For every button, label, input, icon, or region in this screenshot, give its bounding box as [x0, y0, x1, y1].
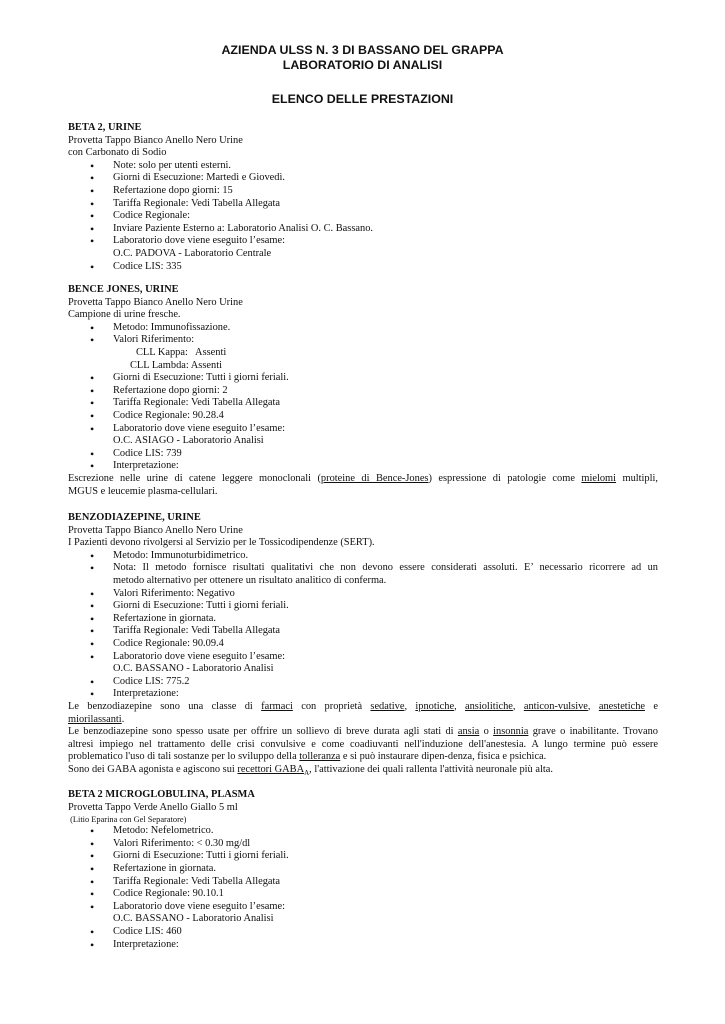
lab-location: O.C. PADOVA - Laboratorio Centrale — [113, 247, 272, 259]
list-item: • Metodo: Immunoturbidimetrico. — [68, 550, 658, 563]
text-span: . — [121, 713, 125, 725]
list-item: • Note: solo per utenti esterni. — [68, 160, 658, 173]
reference-lambda: CLL Lambda: Assenti — [130, 359, 222, 371]
section-beta2-urine — [68, 122, 658, 273]
link-farmaci[interactable]: farmaci — [261, 700, 293, 712]
header-elenco: ELENCO DELLE PRESTAZIONI — [271, 92, 454, 106]
text-span: , — [512, 700, 524, 712]
interpretation-text — [68, 473, 658, 486]
interpretation-text-5 — [68, 751, 658, 764]
text-span: , — [404, 700, 416, 712]
lab-location: O.C. BASSANO - Laboratorio Analisi — [113, 913, 274, 925]
list-item: • Valori Riferimento: Negativo — [68, 588, 658, 601]
list-item: • Laboratorio dove viene eseguito l’esame: — [68, 651, 658, 664]
list-item: • Tariffa Regionale: Vedi Tabella Allegata — [68, 876, 658, 889]
text-span: , — [454, 700, 465, 712]
detail-list-3 — [68, 448, 658, 473]
text-span: Le benzodiazepine sono una classe di — [68, 700, 262, 712]
list-item: • Valori Riferimento: < 0.30 mg/dl — [68, 838, 658, 851]
section-title: BETA 2 MICROGLOBULINA, PLASMA — [68, 789, 255, 800]
list-item: • Laboratorio dove viene eseguito l’esame: — [68, 901, 658, 914]
interpretation-text-6 — [68, 764, 658, 780]
list-item: • Codice LIS: 739 — [68, 448, 658, 461]
list-item: • Metodo: Immunofissazione. — [68, 322, 658, 335]
text-span: Sono dei GABA agonista e agiscono sui — [68, 763, 238, 775]
list-item: • Refertazione dopo giorni: 2 — [68, 385, 658, 398]
link-ansiolitiche[interactable]: ansiolitiche — [465, 700, 513, 712]
lab-location: O.C. ASIAGO - Laboratorio Analisi — [113, 435, 264, 447]
section-title: BETA 2, URINE — [68, 122, 142, 133]
list-item: • Codice Regionale: 90.28.4 — [68, 410, 658, 423]
text-span: , — [587, 700, 599, 712]
detail-list-tail — [68, 261, 658, 274]
text-span: e — [645, 700, 658, 712]
tube-description: Provetta Tappo Bianco Anello Nero Urine — [68, 134, 243, 146]
subscript: A — [304, 768, 310, 777]
lab-location: O.C. BASSANO - Laboratorio Analisi — [113, 663, 274, 675]
list-item: • Tariffa Regionale: Vedi Tabella Allegata — [68, 625, 658, 638]
tube-description: Provetta Tappo Verde Anello Giallo 5 ml — [68, 801, 238, 813]
tube-note: con Carbonato di Sodio — [68, 147, 167, 159]
interpretation-text-4: altresì impiego nel trattamento delle crisi convulsive e come coadiuvanti nell'induzione dell'anestesia. A lungo termine può essere — [68, 738, 658, 750]
list-item: • Inviare Paziente Esterno a: Laboratorio Analisi O. C. Bassano. — [68, 223, 658, 236]
text-span: con proprietà — [292, 700, 371, 712]
list-item: • Giorni di Esecuzione: Tutti i giorni feriali. — [68, 372, 658, 385]
list-item: • Interpretazione: — [68, 460, 658, 473]
list-item: • Giorni di Esecuzione: Martedì e Giovedì. — [68, 172, 658, 185]
header-azienda: AZIENDA ULSS N. 3 DI BASSANO DEL GRAPPA — [221, 43, 504, 57]
text-span: multipli, — [616, 472, 658, 484]
list-item: • Refertazione dopo giorni: 15 — [68, 185, 658, 198]
detail-list-2 — [68, 588, 658, 664]
list-item: • Tariffa Regionale: Vedi Tabella Allegata — [68, 397, 658, 410]
list-item: • Codice LIS: 460 — [68, 926, 658, 939]
list-item: • Valori Riferimento: — [68, 334, 658, 347]
list-item: • Codice Regionale: — [68, 210, 658, 223]
list-item: • Codice Regionale: 90.09.4 — [68, 638, 658, 651]
detail-list — [68, 550, 658, 575]
interpretation-text-2: MGUS e leucemie plasma-cellulari. — [68, 485, 218, 497]
section-benzodiazepine — [68, 512, 658, 780]
list-item: • Interpretazione: — [68, 939, 658, 952]
detail-list — [68, 160, 658, 248]
link-ipnotiche[interactable]: ipnotiche — [415, 700, 455, 712]
text-span: recettori GABA — [237, 763, 305, 775]
link-anestetiche[interactable]: anestetiche — [598, 700, 645, 712]
detail-list — [68, 322, 658, 347]
list-item: • Tariffa Regionale: Vedi Tabella Allegata — [68, 198, 658, 211]
text-span: problematico l'uso di tali sostanze per lo sviluppo della — [68, 751, 300, 763]
section-title: BENZODIAZEPINE, URINE — [68, 512, 201, 523]
section-beta2-microglobulina — [68, 789, 658, 951]
list-item-note: • Nota: Il metodo fornisce risultati qualitativi che non devono essere considerati assoluti. E’ necessario ricorrere ad un — [68, 562, 658, 575]
link-miorilassanti[interactable]: miorilassanti — [68, 713, 122, 725]
note-continuation: metodo alternativo per ottenere un risultato analitico di conferma. — [113, 574, 387, 586]
list-item: • Refertazione in giornata. — [68, 613, 658, 626]
list-item: • Refertazione in giornata. — [68, 863, 658, 876]
tube-note: (Litio Eparina con Gel Separatore) — [68, 815, 187, 825]
link-recettori-gaba[interactable] — [237, 764, 309, 775]
link-insonnia[interactable]: insonnia — [493, 726, 529, 738]
tube-note: Campione di urine fresche. — [68, 309, 181, 321]
detail-list — [68, 825, 658, 913]
interpretation-text — [68, 701, 658, 714]
list-item: • Codice LIS: 335 — [68, 261, 658, 274]
interpretation-text-3 — [68, 726, 658, 739]
link-anticonvulsive[interactable]: anticon-vulsive — [523, 700, 588, 712]
text-span: e si può instaurare dipen-denza, fisica e psichica. — [340, 751, 547, 763]
list-item: • Giorni di Esecuzione: Tutti i giorni feriali. — [68, 600, 658, 613]
tube-note: I Pazienti devono rivolgersi al Servizio per le Tossicodipendenze (SERT). — [68, 537, 375, 549]
list-item: • Laboratorio dove viene eseguito l’esame: — [68, 423, 658, 436]
tube-description: Provetta Tappo Bianco Anello Nero Urine — [68, 296, 243, 308]
section-bence-jones — [68, 284, 658, 498]
text-span: ) espressione di patologie come — [428, 472, 582, 484]
list-item: • Laboratorio dove viene eseguito l’esame: — [68, 235, 658, 248]
link-bence-jones[interactable]: proteine di Bence-Jones — [320, 472, 429, 484]
text-span: grave o inabilitante. Trovano — [528, 726, 658, 738]
link-ansia[interactable]: ansia — [457, 726, 480, 738]
reference-kappa: CLL Kappa: Assenti — [136, 346, 227, 358]
list-item: • Codice LIS: 775.2 — [68, 676, 658, 689]
header-laboratorio: LABORATORIO DI ANALISI — [282, 58, 443, 72]
text-span: , l'attivazione dei quali rallenta l'attività neuronale più alta. — [309, 763, 553, 775]
list-item: • Giorni di Esecuzione: Tutti i giorni feriali. — [68, 850, 658, 863]
list-item: • Interpretazione: — [68, 688, 658, 701]
text-span: Escrezione nelle urine di catene leggere monoclonali ( — [68, 472, 321, 484]
link-mielomi[interactable]: mielomi — [581, 472, 617, 484]
text-span: Le benzodiazepine sono spesso usate per offrire un sollievo di breve durata agli stati di — [68, 726, 458, 738]
detail-list-2 — [68, 372, 658, 435]
detail-list-3 — [68, 676, 658, 701]
list-item: • Codice Regionale: 90.10.1 — [68, 888, 658, 901]
link-sedative[interactable]: sedative — [370, 700, 405, 712]
section-title: BENCE JONES, URINE — [68, 284, 179, 295]
list-item: • Metodo: Nefelometrico. — [68, 825, 658, 838]
text-span: o — [479, 726, 494, 738]
tube-description: Provetta Tappo Bianco Anello Nero Urine — [68, 524, 243, 536]
link-tolleranza[interactable]: tolleranza — [299, 751, 341, 763]
detail-list-2 — [68, 926, 658, 951]
interpretation-text-2 — [68, 714, 658, 727]
